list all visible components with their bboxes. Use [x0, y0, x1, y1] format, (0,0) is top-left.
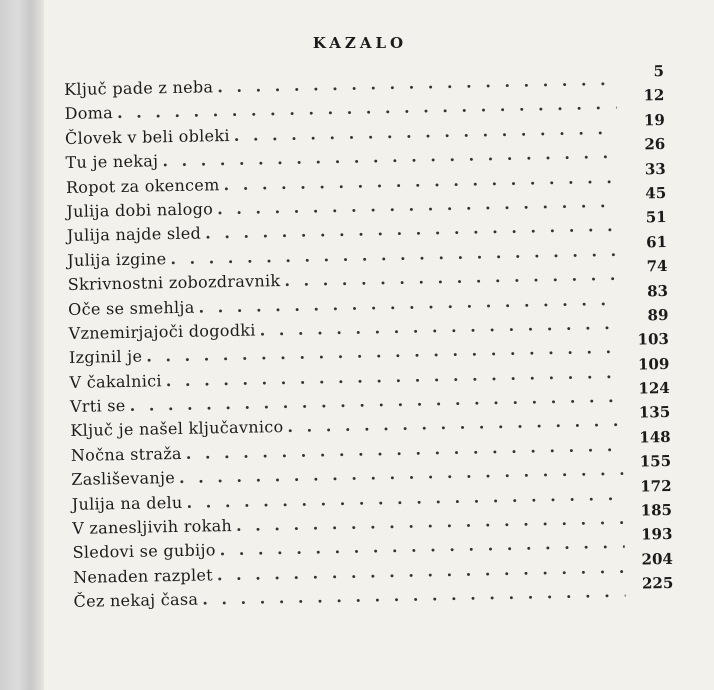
toc-entry-page-number: 5	[653, 62, 665, 81]
toc-entry-page-number: 19	[643, 110, 665, 130]
toc-entry-title: Človek v beli obleki	[64, 125, 230, 148]
toc-entry-page-number: 155	[639, 452, 672, 471]
table-of-contents	[64, 62, 674, 616]
toc-entry-title: Julija najde sled	[66, 223, 202, 246]
dot-leader	[217, 70, 616, 96]
toc-entry-page-number: 45	[645, 183, 667, 203]
page-gutter	[0, 0, 44, 690]
toc-entry-page-number: 89	[647, 305, 669, 325]
toc-entry-page-number: 74	[646, 257, 668, 276]
toc-entry-page-number: 83	[646, 281, 669, 300]
toc-entry-title: Oče se smehlja	[68, 297, 195, 319]
toc-entry-title: Sledovi se gubijo	[72, 540, 216, 563]
toc-entry-page-number: 26	[644, 135, 666, 154]
page-title: KAZALO	[312, 34, 408, 52]
toc-entry-page-number: 172	[640, 476, 672, 496]
toc-entry-title: Julija izgine	[67, 248, 167, 270]
toc-entry-title: Ključ je našel ključavnico	[70, 417, 284, 441]
toc-entry-title: Julija dobi nalogo	[66, 199, 214, 221]
toc-entry-page-number: 204	[641, 549, 674, 569]
toc-entry-title: V čakalnici	[69, 370, 162, 392]
toc-entry-title: Čez nekaj časa	[73, 589, 199, 612]
toc-entry-page-number: 124	[638, 379, 670, 398]
toc-entry-page-number: 51	[645, 208, 667, 227]
toc-entry-title: Julija na delu	[71, 492, 183, 514]
toc-entry-title: Skrivnostni zobozdravnik	[67, 271, 281, 295]
toc-entry-title: Vznemirjajoči dogodki	[68, 320, 256, 343]
toc-entry-title: Vrti se	[69, 396, 126, 417]
toc-entry-page-number: 135	[638, 403, 671, 422]
toc-entry-page-number: 103	[637, 330, 670, 349]
toc-entry-title: Zasliševanje	[71, 468, 176, 490]
toc-entry-page-number: 61	[646, 232, 668, 252]
toc-entry-title: Nenaden razplet	[72, 565, 214, 587]
toc-entry-title: Doma	[64, 103, 114, 124]
toc-entry-page-number: 148	[639, 427, 671, 447]
toc-entry-title: V zanesljivih rokah	[72, 516, 233, 538]
toc-entry-page-number: 109	[637, 354, 670, 374]
toc-entry-title: Izginil je	[68, 346, 143, 368]
toc-entry-page-number: 12	[643, 86, 665, 105]
toc-entry-page-number: 33	[644, 159, 666, 178]
toc-entry-title: Nočna straža	[70, 443, 182, 465]
toc-entry-title: Ropot za okencem	[65, 174, 220, 197]
toc-entry-page-number: 193	[640, 525, 673, 544]
toc-entry-page-number: 225	[641, 574, 674, 593]
toc-entry-title: Ključ pade z neba	[64, 77, 214, 99]
toc-entry-title: Tu je nekaj	[65, 151, 159, 173]
toc-entry-page-number: 185	[640, 500, 673, 520]
